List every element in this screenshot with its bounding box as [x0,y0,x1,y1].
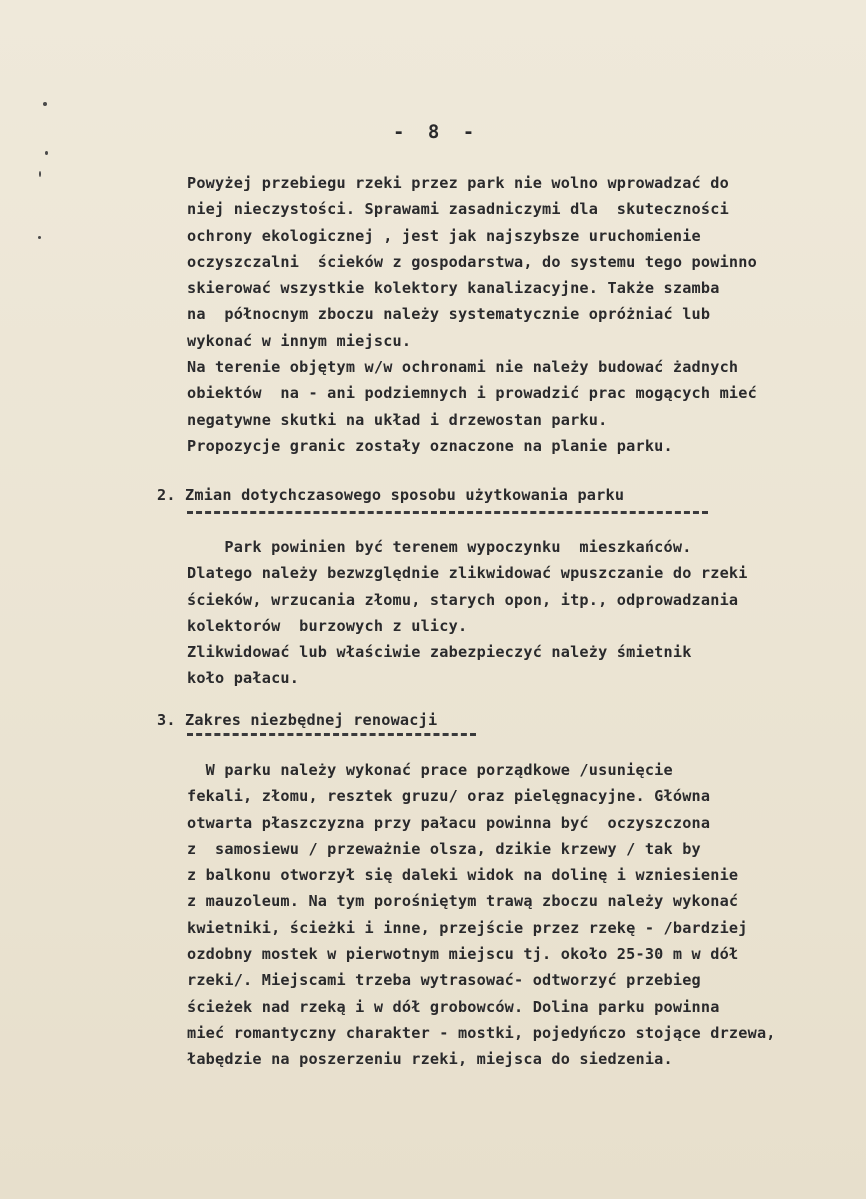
text-line: na północnym zboczu należy systematycznie opróżniać lub [187,305,711,324]
text-line: łabędzie na poszerzeniu rzeki, miejsca do siedzenia. [187,1050,673,1069]
text-line: Powyżej przebiegu rzeki przez park nie wolno wprowadzać do [187,174,729,192]
text-line: otwarta płaszczyzna przy pałacu powinna być oczyszczona [187,813,711,832]
text-line: kwietniki, ścieżki i inne, przejście przez rzekę - /bardziej [187,918,748,937]
text-line: oczyszczalni ścieków z gospodarstwa, do systemu tego powinno [187,252,757,271]
section-2-heading [157,482,624,508]
section-2-paragraph [187,534,748,692]
text-line: ochrony ekologicznej , jest jak najszybsze uruchomienie [187,226,701,245]
text-line: Zlikwidować lub właściwie zabezpieczyć należy śmietnik [187,643,692,662]
text-line: ozdobny mostek w pierwotnym miejscu tj. około 25-30 m w dół [187,945,739,964]
section-heading-text: 3. Zakres niezbędnej renowacji [157,711,438,729]
heading-underline [187,733,476,736]
text-line: skierować wszystkie kolektory kanalizacyjne. Także szamba [187,279,720,298]
text-line: negatywne skutki na układ i drzewostan parku. [187,410,608,429]
text-line: z balkonu otworzył się daleki widok na dolinę i wzniesienie [187,866,739,885]
section-heading-text: 2. Zmian dotychczasowego sposobu użytkowania parku [157,486,625,504]
text-line: Propozycje granic zostały oznaczone na planie parku. [187,436,673,455]
text-line: Park powinien być terenem wypoczynku mieszkańców. [187,538,692,556]
text-line: koło pałacu. [187,669,300,688]
text-line: obiektów na - ani podziemnych i prowadzić prac mogących mieć [187,384,757,403]
ink-speck [39,171,41,177]
text-line: mieć romantyczny charakter - mostki, pojedyńczo stojące drzewa, [187,1023,776,1042]
ink-speck [43,102,47,106]
ink-speck [38,236,41,239]
heading-underline [187,511,708,514]
ink-speck [45,151,48,155]
text-line: kolektorów burzowych z ulicy. [187,616,468,635]
intro-paragraph [187,170,757,459]
text-line: W parku należy wykonać prace porządkowe /usunięcie [187,761,673,779]
section-3-heading [157,707,437,733]
text-line: wykonać w innym miejscu. [187,331,412,350]
text-line: z mauzoleum. Na tym porośniętym trawą zboczu należy wykonać [187,892,739,911]
text-line: Na terenie objętym w/w ochronami nie należy budować żadnych [187,358,739,377]
text-line: fekali, złomu, resztek gruzu/ oraz pielęgnacyjne. Główna [187,787,711,806]
text-line: ścieków, wrzucania złomu, starych opon, itp., odprowadzania [187,590,739,609]
text-line: Dlatego należy bezwzględnie zlikwidować wpuszczanie do rzeki [187,564,748,583]
page-number: - 8 - [393,121,481,143]
text-line: ścieżek nad rzeką i w dół grobowców. Dolina parku powinna [187,997,720,1016]
text-line: rzeki/. Miejscami trzeba wytrasować- odtworzyć przebieg [187,971,701,990]
text-line: niej nieczystości. Sprawami zasadniczymi dla skuteczności [187,200,729,219]
section-3-paragraph [187,757,776,1073]
text-line: z samosiewu / przeważnie olsza, dzikie krzewy / tak by [187,839,701,858]
